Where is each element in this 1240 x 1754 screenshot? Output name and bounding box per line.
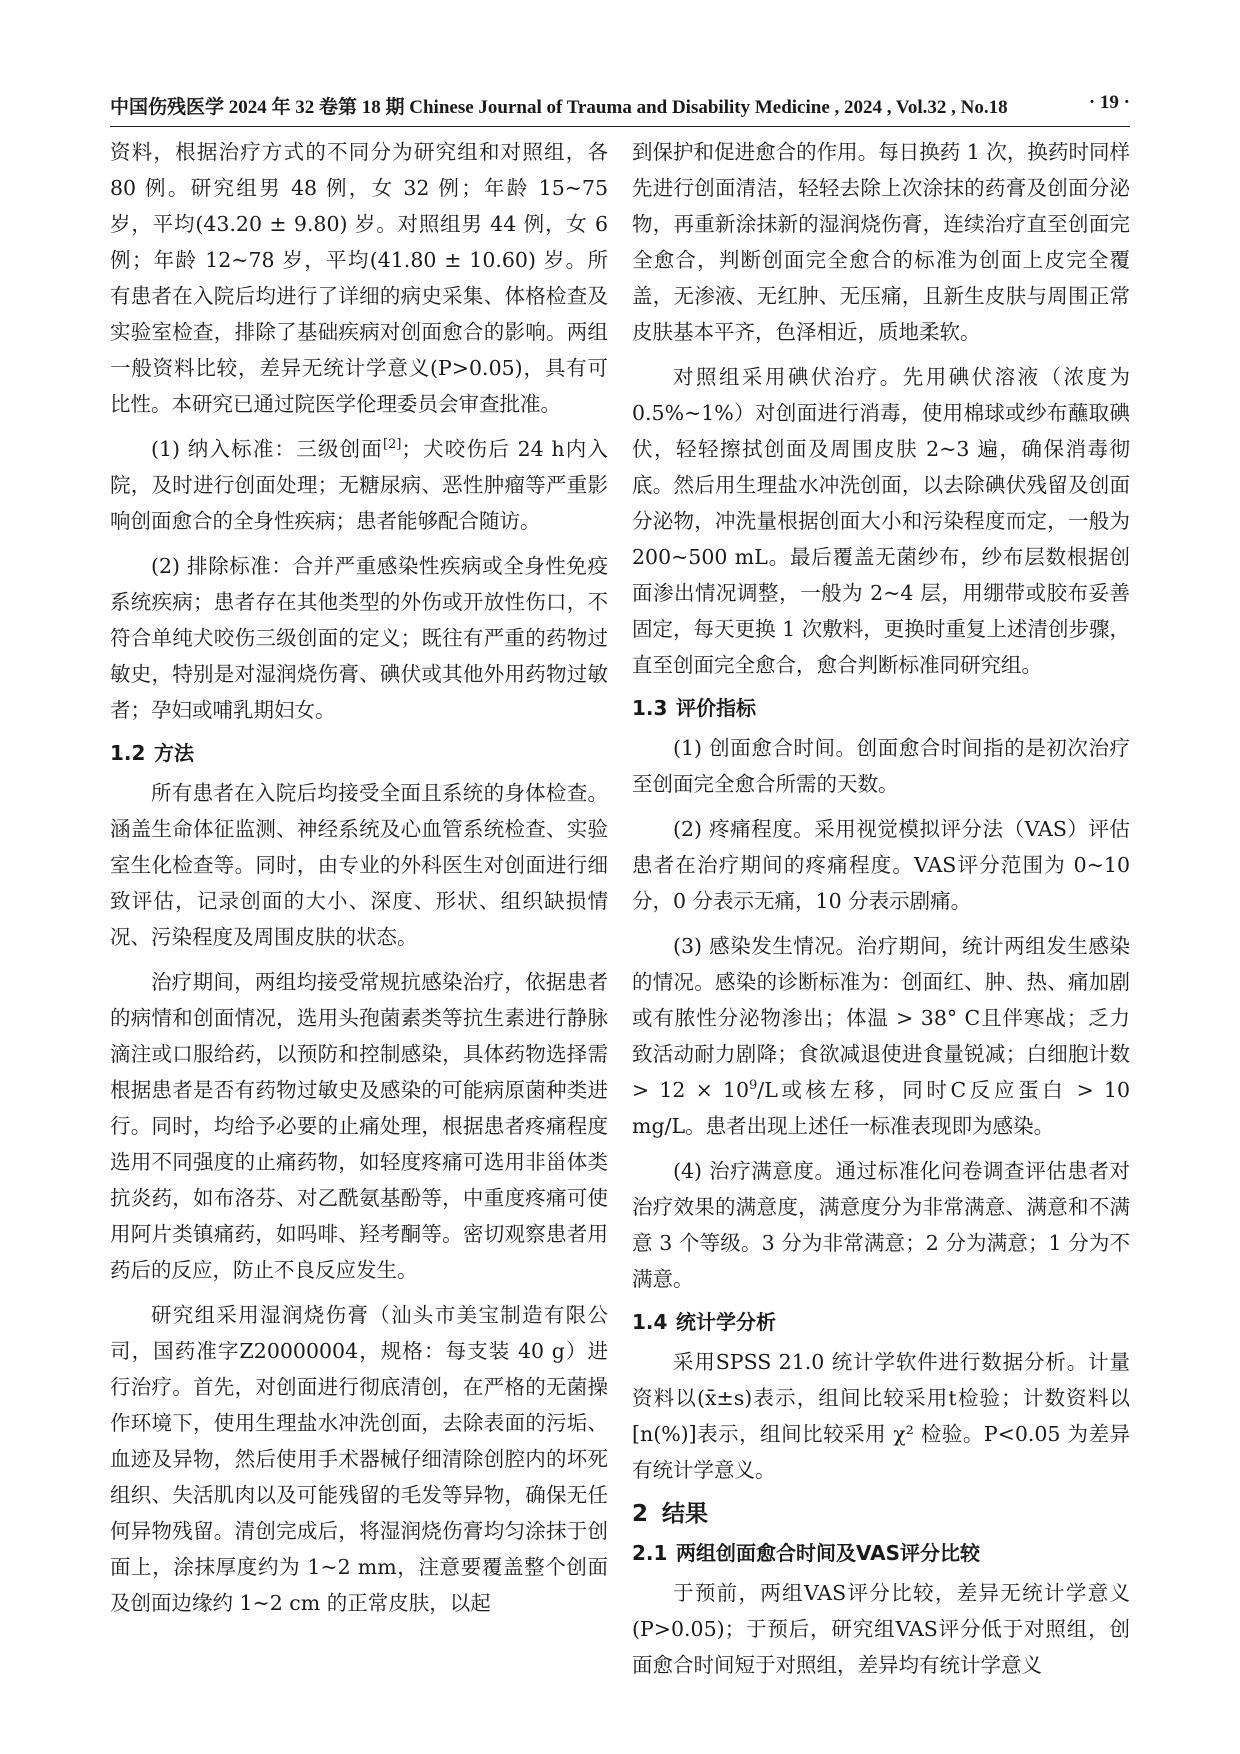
section-number: 1.2 xyxy=(110,741,146,765)
paragraph-results-vas: 于预前，两组VAS评分比较，差异无统计学意义(P>0.05)；于预后，研究组VAS评分低于对照组，创面愈合时间短于对照组，差异均有统计学意义 xyxy=(632,1581,1130,1677)
section-heading-1-3 xyxy=(632,692,1130,724)
section-number: 2.1 xyxy=(632,1541,668,1565)
header-rule xyxy=(110,126,1130,127)
infection-text-a: (3) 感染发生情况。治疗期间，统计两组发生感染的情况。感染的诊断标准为：创面红、肿、热、痛加剧或有脓性分泌物渗出；体温 > 38° C且伴寒战；乏力致活动耐力剧降；食欲减退使进食量锐减；白细胞计数 > 12 × 10 xyxy=(632,934,1130,1102)
section-title: 两组创面愈合时间及VAS评分比较 xyxy=(676,1541,981,1565)
paragraph-satisfaction: (4) 治疗满意度。通过标准化问卷调查评估患者对治疗效果的满意度，满意度分为非常满意、满意和不满意 3 个等级。3 分为非常满意；2 分为满意；1 分为不满意。 xyxy=(632,1159,1130,1291)
paragraph-control-group-treatment: 对照组采用碘伏治疗。先用碘伏溶液（浓度为 0.5%~1%）对创面进行消毒，使用棉球或纱布蘸取碘伏，轻轻擦拭创面及周围皮肤 2~3 遍，确保消毒彻底。然后用生理盐水冲洗创面，以去除碘伏残留及创面分泌物，冲洗量根据创面大小和污染程度而定，一般为 200~500 mL。最后覆盖无菌纱布，纱布层数根据创面渗出情况调整，一般为 2~4 层，用绷带或胶布妥善固定，每天更换 1 次敷料，更换时重复上述清创步骤，直至创面完全愈合，愈合判断标准同研究组。 xyxy=(632,365,1130,677)
section-number: 1.4 xyxy=(632,1310,668,1334)
inclusion-text-b: ；犬咬伤后 24 h内入院，及时进行创面处理；无糖尿病、恶性肿瘤等严重影响创面愈合的全身性疾病；患者能够配合随访。 xyxy=(110,437,608,533)
paragraph-pain-score: (2) 疼痛程度。采用视觉模拟评分法（VAS）评估患者在治疗期间的疼痛程度。VAS评分范围为 0~10 分，0 分表示无痛，10 分表示剧痛。 xyxy=(632,817,1130,913)
paragraph-inclusion-criteria xyxy=(110,431,608,539)
section-title: 统计学分析 xyxy=(676,1310,776,1334)
paragraph-statistics: 采用SPSS 21.0 统计学软件进行数据分析。计量资料以(x̄±s)表示，组间比较采用t检验；计数资料以 [n(%)]表示，组间比较采用 χ² 检验。P<0.05 为差异有统计学意义。 xyxy=(632,1350,1130,1482)
paragraph-general-data: 资料，根据治疗方式的不同分为研究组和对照组，各 80 例。研究组男 48 例，女 32 例；年龄 15~75 岁，平均(43.20 ± 9.80) 岁。对照组男 44 例，女 6 例；年龄 12~78 岁，平均(41.80 ± 10.60) 岁。所有患者在入院后均进行了详细的病史采集、体格检查及实验室检查，排除了基础疾病对创面愈合的影响。两组一般资料比较，差异无统计学意义(P>0.05)，具有可比性。本研究已通过院医学伦理委员会审查批准。 xyxy=(110,140,608,416)
section-heading-2 xyxy=(632,1497,1130,1531)
left-column xyxy=(110,134,608,1630)
paragraph-examination: 所有患者在入院后均接受全面且系统的身体检查。涵盖生命体征监测、神经系统及心血管系统检查、实验室生化检查等。同时，由专业的外科医生对创面进行细致评估，记录创面的大小、深度、形状、组织缺损情况、污染程度及周围皮肤的状态。 xyxy=(110,781,608,949)
infection-text-b: /L或核左移，同时C反应蛋白 > 10 mg/L。患者出现上述任一标准表现即为感染。 xyxy=(632,1078,1130,1138)
exponent: 9 xyxy=(749,1078,758,1094)
section-heading-2-1 xyxy=(632,1537,1130,1569)
section-title: 结果 xyxy=(662,1501,708,1527)
running-header xyxy=(110,92,1130,122)
section-number: 1.3 xyxy=(632,696,668,720)
section-heading-1-2 xyxy=(110,737,608,769)
journal-citation: 中国伤残医学 2024 年 32 卷第 18 期 Chinese Journal of Trauma and Disability Medicine , 2024 , Vol.32 , No.18 xyxy=(110,97,1008,118)
right-column xyxy=(632,134,1130,1692)
paragraph-exclusion-criteria: (2) 排除标准：合并严重感染性疾病或全身性免疫系统疾病；患者存在其他类型的外伤或开放性伤口，不符合单纯犬咬伤三级创面的定义；既往有严重的药物过敏史，特别是对湿润烧伤膏、碘伏或其他外用药物过敏者；孕妇或哺乳期妇女。 xyxy=(110,554,608,722)
paragraph-study-group-treatment: 研究组采用湿润烧伤膏（汕头市美宝制造有限公司，国药准字Z20000004，规格：每支装 40 g）进行治疗。首先，对创面进行彻底清创，在严格的无菌操作环境下，使用生理盐水冲洗创面，去除表面的污垢、血迹及异物，然后使用手术器械仔细清除创腔内的坏死组织、失活肌肉以及可能残留的毛发等异物，确保无任何异物残留。清创完成后，将湿润烧伤膏均匀涂抹于创面上，涂抹厚度约为 1~2 mm，注意要覆盖整个创面及创面边缘约 1~2 cm 的正常皮肤，以起 xyxy=(110,1303,608,1615)
page-number: · 19 · xyxy=(1088,92,1130,113)
section-title: 方法 xyxy=(154,741,194,765)
paragraph-healing-time: (1) 创面愈合时间。创面愈合时间指的是初次治疗至创面完全愈合所需的天数。 xyxy=(632,736,1130,796)
section-title: 评价指标 xyxy=(676,696,756,720)
paragraph-dressing-change: 到保护和促进愈合的作用。每日换药 1 次，换药时同样先进行创面清洁，轻轻去除上次涂抹的药膏及创面分泌物，再重新涂抹新的湿润烧伤膏，连续治疗直至创面完全愈合，判断创面完全愈合的标准为创面上皮完全覆盖，无渗液、无红肿、无压痛，且新生皮肤与周围正常皮肤基本平齐，色泽相近，质地柔软。 xyxy=(632,140,1130,344)
section-number: 2 xyxy=(632,1501,649,1527)
paragraph-infection xyxy=(632,928,1130,1144)
inclusion-text-a: (1) 纳入标准：三级创面 xyxy=(151,437,383,461)
paragraph-anti-infection: 治疗期间，两组均接受常规抗感染治疗，依据患者的病情和创面情况，选用头孢菌素类等抗生素进行静脉滴注或口服给药，以预防和控制感染，具体药物选择需根据患者是否有药物过敏史及感染的可能病原菌种类进行。同时，均给予必要的止痛处理，根据患者疼痛程度选用不同强度的止痛药物，如轻度疼痛可选用非甾体类抗炎药，如布洛芬、对乙酰氨基酚等，中重度疼痛可使用阿片类镇痛药，如吗啡、羟考酮等。密切观察患者用药后的反应，防止不良反应发生。 xyxy=(110,970,608,1282)
section-heading-1-4 xyxy=(632,1306,1130,1338)
citation-ref[interactable]: [2] xyxy=(383,437,402,453)
